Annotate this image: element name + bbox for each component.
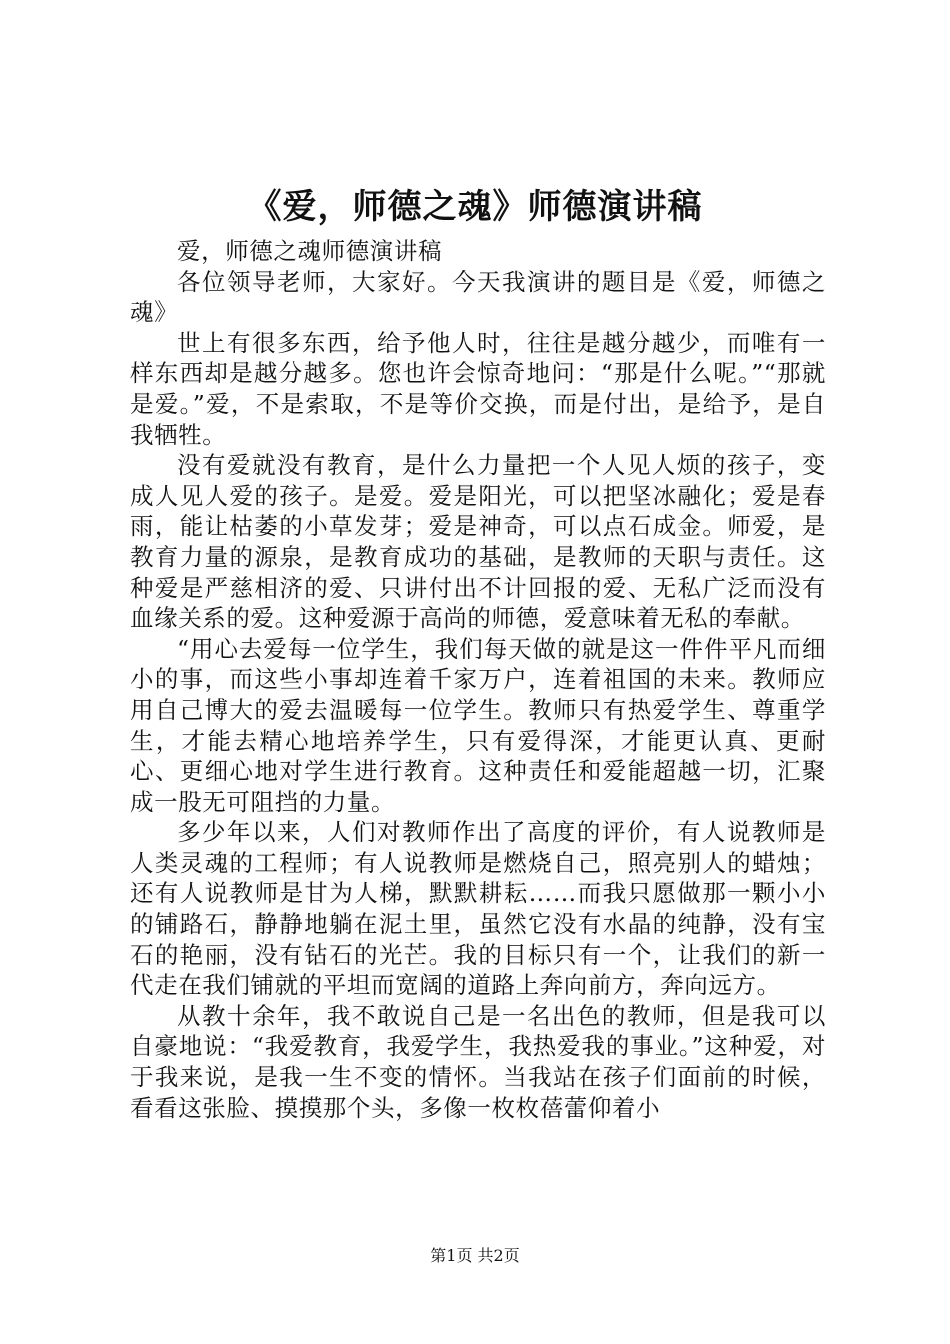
document-body (130, 236, 826, 1123)
paragraph: “用心去爱每一位学生，我们每天做的就是这一件件平凡而细小的事，而这些小事却连着千家万户，连着祖国的未来。教师应用自己博大的爱去温暖每一位学生。教师只有热爱学生、尊重学生，才能去精心地培养学生，只有爱得深，才能更认真、更耐心、更细心地对学生进行教育。这种责任和爱能超越一切，汇聚成一股无可阻挡的力量。 (130, 634, 826, 816)
paragraph: 没有爱就没有教育，是什么力量把一个人见人烦的孩子，变成人见人爱的孩子。是爱。爱是阳光，可以把坚冰融化；爱是春雨，能让枯萎的小草发芽；爱是神奇，可以点石成金。师爱，是教育力量的源泉，是教育成功的基础，是教师的天职与责任。这种爱是严慈相济的爱、只讲付出不计回报的爱、无私广泛而没有血缘关系的爱。这种爱源于高尚的师德，爱意味着无私的奉献。 (130, 451, 826, 633)
document-title: 《爱，师德之魂》师德演讲稿 (247, 187, 703, 227)
paragraph: 世上有很多东西，给予他人时，往往是越分越少，而唯有一样东西却是越分越多。您也许会惊奇地问：“那是什么呢。”“那就是爱。”爱，不是索取，不是等价交换，而是付出，是给予，是自我牺牲。 (130, 328, 826, 449)
paragraph: 从教十余年，我不敢说自己是一名出色的教师，但是我可以自豪地说：“我爱教育，我爱学生，我热爱我的事业。”这种爱，对于我来说，是我一生不变的情怀。当我站在孩子们面前的时候，看看这张脸、摸摸那个头，多像一枚枚蓓蕾仰着小 (130, 1001, 826, 1122)
page-number-footer: 第1页 共2页 (430, 1246, 520, 1265)
paragraph-greeting: 各位领导老师，大家好。今天我演讲的题目是《爱，师德之魂》 (130, 267, 826, 327)
paragraph: 多少年以来，人们对教师作出了高度的评价，有人说教师是人类灵魂的工程师；有人说教师是燃烧自己，照亮别人的蜡烛；还有人说教师是甘为人梯，默默耕耘……而我只愿做那一颗小小的铺路石，静静地躺在泥土里，虽然它没有水晶的纯静，没有宝石的艳丽，没有钻石的光芒。我的目标只有一个，让我们的新一代走在我们铺就的平坦而宽阔的道路上奔向前方，奔向远方。 (130, 818, 826, 1000)
paragraph-subtitle: 爱，师德之魂师德演讲稿 (177, 237, 443, 265)
